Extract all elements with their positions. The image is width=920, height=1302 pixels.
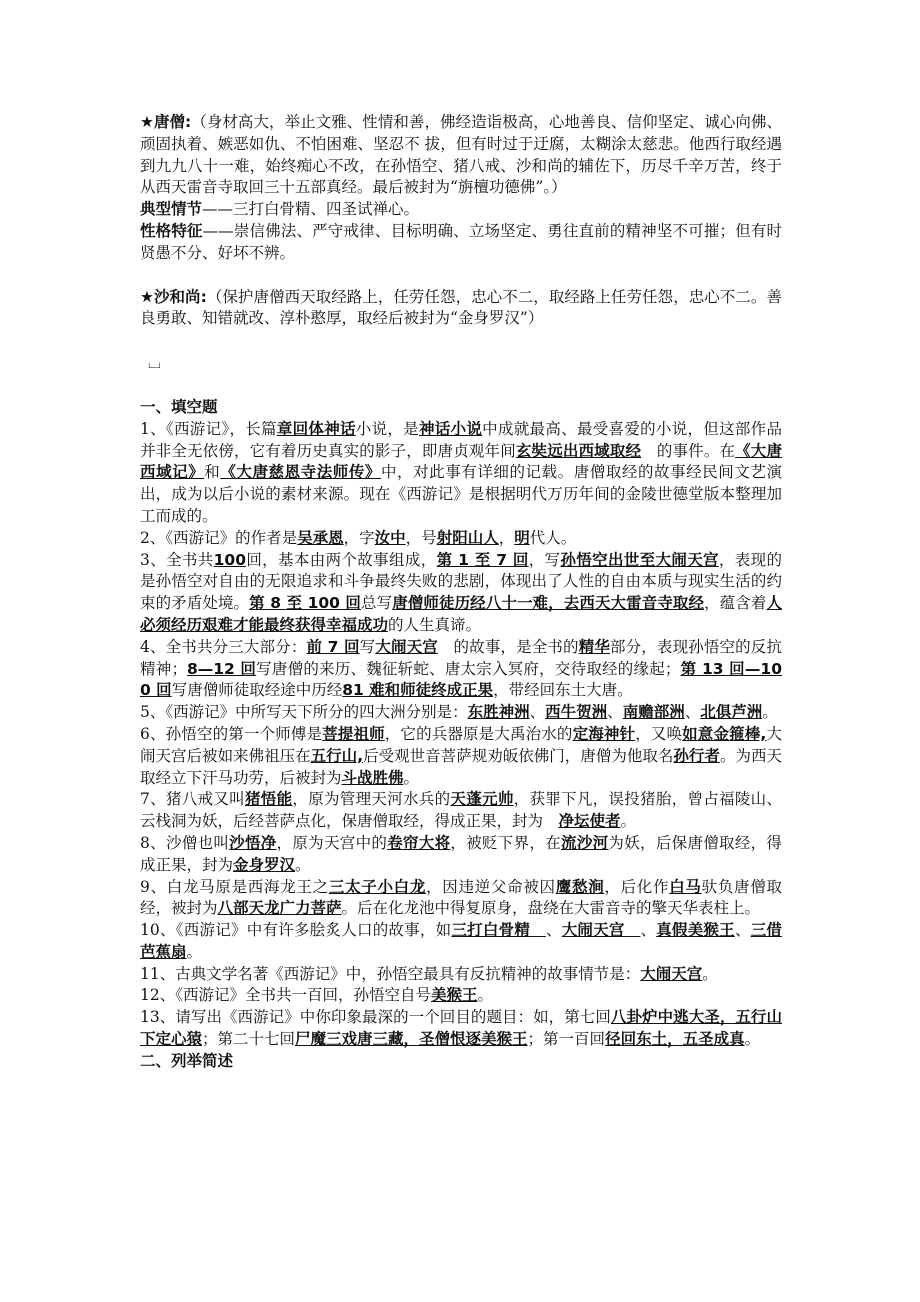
question-6 (140, 724, 782, 789)
question-12 (140, 985, 782, 1007)
answer-text: 美猴王 (430, 986, 478, 1005)
answer-text: 定海神针 (572, 724, 636, 743)
answer-text: 吴承恩 (297, 528, 344, 547)
question-text: 写 (359, 637, 376, 656)
tang-seng-paragraph (140, 112, 782, 199)
question-7 (140, 789, 782, 833)
question-text: 。 (477, 986, 494, 1005)
answer-text: 前 7 回 (306, 637, 360, 656)
answer-text: 三借芭蕉扇 (140, 921, 782, 961)
answer-text: 三太子小白龙 (328, 877, 427, 896)
question-text: ，又唤 (635, 724, 683, 743)
question-text: 代人。 (529, 528, 577, 547)
answer-text: 净坛使者 (558, 812, 621, 831)
question-text: 。 (702, 964, 718, 983)
answer-text: 《大唐慈恩寺法师传》 (220, 463, 381, 482)
answer-text: 玄奘远出西域取经 (515, 441, 642, 460)
question-text: ，表现的是孙悟空对自由的无限追求和斗争最终失败的悲剧，体现出了人性的自由本质与现实生活的约束的矛盾处境。 (140, 550, 782, 613)
tang-seng-plot (140, 199, 782, 221)
question-text: 、 (545, 921, 562, 940)
question-text: 4、全书共分三大部分： (140, 637, 307, 656)
answer-text: 汝中 (374, 528, 406, 547)
question-text: 。 (762, 703, 778, 722)
question-text: 1、《西游记》，长篇 (140, 419, 277, 438)
answer-text: 斗战胜佛 (341, 768, 404, 787)
answer-text: 孙行者 (673, 746, 720, 765)
question-text: 写唐僧的来历、魏征斩蛇、唐太宗入冥府，交待取经的缘起； (256, 659, 681, 678)
question-text: 。 (186, 942, 203, 961)
question-text: ，号 (405, 528, 437, 547)
answer-text: 猪悟能 (244, 790, 293, 809)
question-13 (140, 1007, 782, 1051)
question-text: 部分，表现孙悟空的反抗精神； (140, 637, 782, 678)
question-3 (140, 550, 782, 637)
plot-label: 典型情节 (140, 200, 203, 219)
question-text: 、 (684, 703, 701, 722)
answer-text: 鹰愁涧 (555, 877, 605, 896)
heading-colon: : (200, 287, 207, 306)
answer-text: 真假美猴王 (656, 921, 735, 940)
question-text: ，它的兵器原是大禹治水的 (384, 724, 573, 743)
plot-text: ——三打白骨精、四圣试禅心。 (202, 200, 420, 219)
answer-text: 八部天龙广力菩萨 (217, 899, 342, 918)
question-8 (140, 833, 782, 877)
answer-text: 天蓬元帅 (450, 790, 514, 809)
question-text: 大闹天宫后被如来佛祖压在 (140, 724, 782, 765)
question-text: 。 (295, 855, 311, 874)
answer-text: 东胜神洲 (467, 703, 530, 722)
question-text: 12、《西游记》全书共一百回，孙悟空自号 (140, 986, 431, 1005)
question-text: 后受观世音菩萨规劝皈依佛门，唐僧为他取名 (363, 746, 674, 765)
answer-text: 如意金箍棒, (682, 724, 767, 743)
question-text: ，因违逆父命被囚 (426, 877, 556, 896)
sha-heshang-paragraph (140, 287, 782, 331)
question-text: ，获罪下凡，误投猪胎，曾占福陵山、云栈洞为妖，后经菩萨点化，保唐僧取经，得成正果，封为 (140, 790, 782, 831)
question-text: ，被贬下界，在 (450, 833, 562, 852)
question-text: ，带经回东土大唐。 (493, 681, 633, 700)
question-text: 、 (607, 703, 623, 722)
question-text: 2、《西游记》的作者是 (140, 528, 298, 547)
answer-text: 第 8 至 100 回 (249, 594, 362, 613)
answer-text: 大闹天宫 (375, 637, 438, 656)
question-text: 中，对此事有详细的记载。唐僧取经的故事经民间文艺演出，成为以后小说的素材来源。现在《西游记》是根据明代万历年间的金陵世德堂版本整理加工而成的。 (140, 463, 782, 525)
question-text: ，字 (343, 528, 375, 547)
answer-text: 八卦炉中逃大圣，五行山下定心猿 (140, 1008, 782, 1049)
question-text: 驮负唐僧取经，被封为 (140, 877, 782, 918)
answer-text: 射阳山人 (436, 528, 499, 547)
answer-text: 沙悟净 (229, 833, 277, 852)
question-text: 13、请写出《西游记》中你印象最深的一个回目的题目：如，第七回 (140, 1008, 611, 1027)
question-text: 。为西天取经立下汗马功劳，后被封为 (140, 746, 782, 787)
question-text: 、 (734, 921, 751, 940)
question-text: ；第一百回 (527, 1030, 606, 1049)
question-10 (140, 920, 782, 964)
tang-seng-traits (140, 221, 782, 265)
question-text: 的人生真谛。 (388, 615, 482, 634)
question-text: ，原为管理天河水兵的 (292, 790, 451, 809)
question-text: 的故事，是全书的 (437, 637, 579, 656)
answer-text: 孙悟空出世至大闹天宫 (560, 550, 719, 569)
question-text: ，写 (528, 550, 561, 569)
question-text: ，原为天宫中的 (276, 833, 388, 852)
question-text: ，蕴含着 (704, 594, 767, 613)
tang-seng-heading: 唐僧: (153, 113, 192, 131)
answer-text: 第 13 回—100 回 (140, 659, 782, 700)
question-text: 6、孙悟空的第一个师傅是 (140, 724, 323, 743)
question-text: 的事件。在 (641, 441, 736, 460)
question-text: 8、沙僧也叫 (140, 833, 230, 852)
section-heading-fill-in: 一、填空题 (140, 397, 218, 416)
blank-line (140, 330, 782, 352)
question-text: 中成就最高、最受喜爱的小说，但这部作品并非全无依傍，它有着历史真实的影子，即唐贞观年间 (140, 419, 782, 460)
question-text: 写唐僧师徒取经途中历经 (171, 681, 343, 700)
sha-heshang-description: （保护唐僧西天取经路上，任劳任怨，忠心不二，取经路上任劳任怨，忠心不二。善良勇敢、知错就改、淳朴憨厚，取经后被封为“金身罗汉”） (140, 287, 782, 328)
question-4 (140, 637, 782, 702)
answer-text: 人必须经历艰难才能最终获得幸福成功 (140, 594, 782, 634)
question-text: 、 (529, 703, 546, 722)
question-text: 10、《西游记》中有许多脍炙人口的故事，如 (140, 921, 452, 940)
question-5 (140, 702, 782, 724)
answer-text: 81 难和师徒终成正果 (342, 681, 494, 700)
trait-text: ——崇信佛法、严守戒律、目标明确、立场坚定、勇往直前的精神坚不可摧；但有时贤愚不分、好坏不辨。 (140, 221, 782, 262)
answer-text: 第 1 至 7 回 (436, 550, 529, 569)
answer-text: 三打白骨精 (451, 921, 546, 940)
answer-text: 北俱芦洲 (700, 703, 763, 722)
question-text: 。后在化龙池中得复原身，盘绕在大雷音寺的擎天华表柱上。 (341, 899, 761, 918)
answer-text: 精华 (578, 637, 610, 656)
blank-line (140, 265, 782, 287)
question-text: ；第二十七回 (202, 1030, 296, 1049)
trait-label: 性格特征 (140, 221, 203, 240)
star-icon: ★ (140, 287, 154, 306)
question-text: 。 (403, 768, 420, 787)
answer-text: 《大唐西域记》 (140, 441, 782, 482)
answer-text: 唐僧师徒历经八十一难，去西天大雷音寺取经 (392, 594, 705, 613)
question-text: 。 (744, 1030, 761, 1049)
question-text: 9、白龙马原是西海龙王之 (140, 877, 329, 896)
question-9 (140, 877, 782, 921)
question-text: 5、《西游记》中所写天下所分的四大洲分别是： (140, 703, 468, 722)
answer-text: 卷帘大将 (387, 833, 451, 852)
answer-text: 金身罗汉 (233, 855, 296, 874)
question-text: 为妖，后保唐僧取经，得成正果，封为 (140, 833, 782, 874)
star-icon: ★ (140, 113, 154, 131)
answer-text: 白马 (669, 877, 702, 896)
question-text: ， (498, 528, 515, 547)
answer-text: 五行山, (310, 746, 364, 765)
answer-text: 西牛贺洲 (545, 703, 608, 722)
answer-text: 尸魔三戏唐三藏，圣僧恨逐美猴王 (295, 1030, 528, 1049)
answer-text: 菩提祖师 (322, 724, 385, 743)
question-text: 、 (640, 921, 657, 940)
question-text: 和 (204, 463, 221, 482)
section-heading-list: 二、列举简述 (140, 1051, 234, 1070)
sha-heshang-heading: 沙和尚 (153, 287, 201, 306)
answer-text: 100 (213, 550, 246, 569)
question-1 (140, 419, 782, 528)
answer-text: 明 (514, 528, 530, 547)
answer-text: 神话小说 (418, 419, 483, 438)
question-text: 回，基本由两个故事组成， (245, 550, 437, 569)
answer-text: 8—12 回 (186, 659, 257, 678)
answer-text: 大闹天宫 (561, 921, 641, 940)
question-text: 11、古典文学名著《西游记》中，孙悟空最具有反抗精神的故事情节是： (140, 964, 641, 983)
space-mark-line (140, 352, 782, 375)
space-mark-icon: ⌴ (148, 353, 161, 373)
question-2 (140, 528, 782, 550)
question-text: 3、全书共 (140, 550, 214, 569)
question-11 (140, 964, 782, 986)
answer-text: 南赡部洲 (622, 703, 685, 722)
answer-text: 章回体神话 (276, 419, 356, 438)
blank-line (140, 375, 782, 397)
question-text: 7、猪八戒又叫 (140, 790, 245, 809)
question-text: 小说，是 (355, 419, 419, 438)
answer-text: 大闹天宫 (640, 964, 703, 983)
tang-seng-description: （身材高大，举止文雅、性情和善，佛经造诣极高，心地善良、信仰坚定、诚心向佛、顽固执着、嫉恶如仇、不怕困难、坚忍不 拔，但有时过于迂腐，太糊涂太慈悲。他西行取经遇到九九八十一难，始终痴心不改，在孙悟空、猪八戒、沙和尚的辅佐下，历尽千辛万苦，终于从西天雷音寺取回三十五部真经。最后被封为“旃檀功德佛”。） (140, 113, 782, 197)
question-text: ，后化作 (604, 877, 670, 896)
answer-text: 径回东土，五圣成真 (605, 1030, 745, 1049)
document-page (140, 112, 782, 1073)
question-text: 。 (620, 812, 637, 831)
question-text: 总写 (361, 594, 393, 613)
answer-text: 流沙河 (561, 833, 609, 852)
